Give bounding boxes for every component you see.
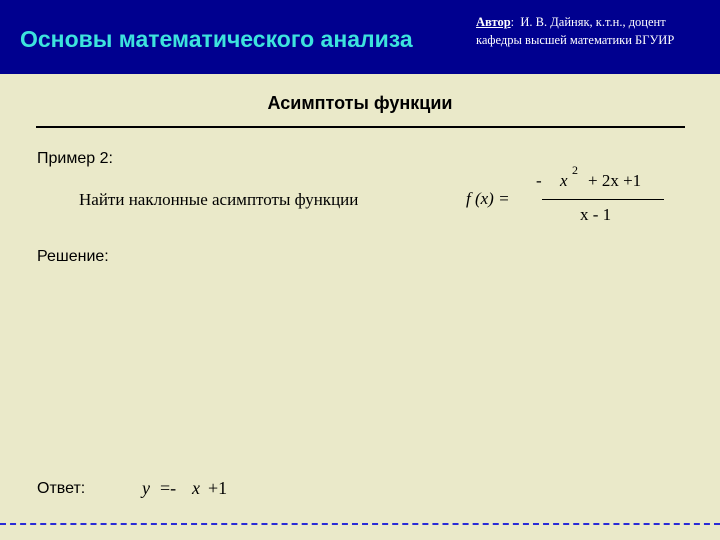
answer-label: Ответ: (37, 480, 86, 497)
author-line-2: кафедры высшей математики БГУИР (476, 33, 675, 47)
answer-x: x (192, 478, 200, 498)
author-name: И. В. Дайняк, к.т.н., доцент (520, 15, 666, 29)
formula-numerator-minus: - (536, 171, 542, 190)
solution-label: Решение: (37, 248, 109, 265)
function-formula (464, 163, 674, 233)
bottom-divider (0, 523, 720, 525)
formula-numerator-exponent: 2 (572, 163, 578, 177)
course-title: Основы математического анализа (20, 26, 413, 52)
answer-y: y (142, 478, 150, 498)
author-block (476, 13, 716, 49)
author-colon: : (510, 15, 515, 29)
title-divider (36, 126, 685, 128)
fraction-bar (542, 199, 664, 200)
header-bar (0, 0, 720, 74)
author-label: Автор (476, 15, 511, 29)
formula-denominator: x - 1 (580, 205, 612, 224)
slide-title: Асимптоты функции (267, 93, 453, 113)
answer-rest: +1 (208, 478, 228, 498)
author-line-1 (476, 13, 716, 31)
formula-numerator-rest: + 2x +1 (588, 171, 642, 190)
task-text: Найти наклонные асимптоты функции (79, 190, 359, 209)
answer-equals-minus: =- (160, 478, 177, 498)
example-label: Пример 2: (37, 150, 113, 167)
formula-lhs: f (x) = (466, 189, 510, 208)
formula-numerator-x: x (560, 171, 568, 190)
